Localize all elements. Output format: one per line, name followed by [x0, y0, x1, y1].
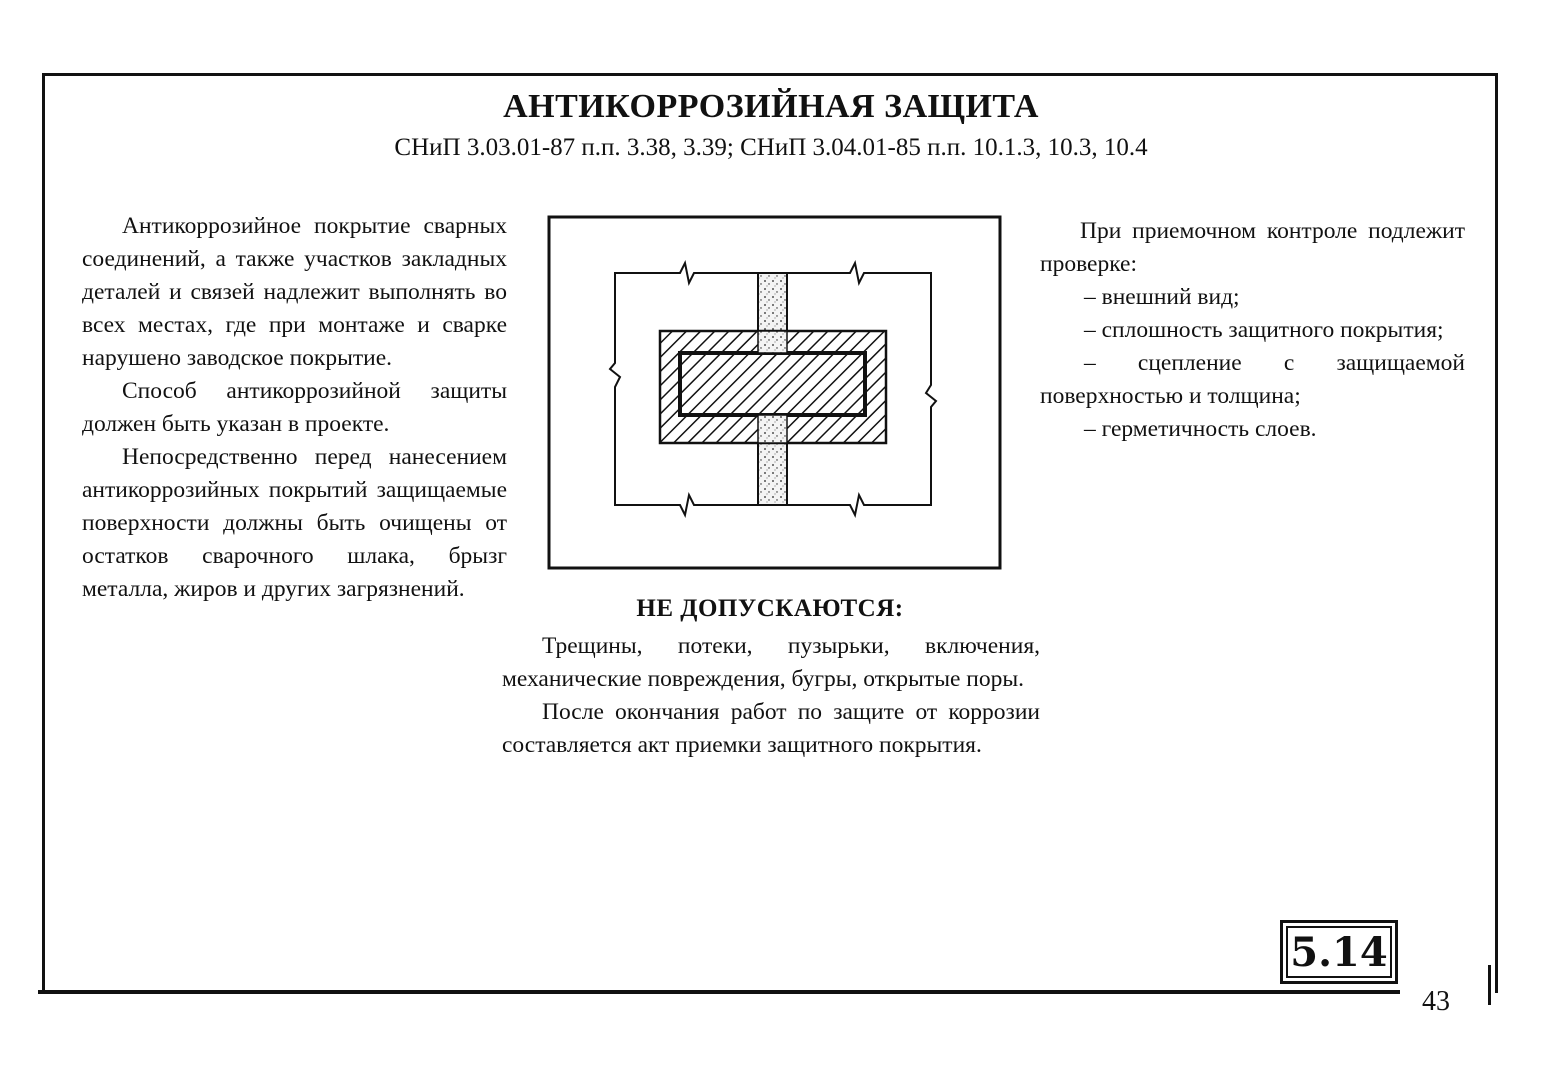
- list-item: – внешний вид;: [1084, 284, 1240, 310]
- welded-part: [680, 353, 865, 415]
- control-intro: При приемочном контроле подлежит проверке:: [1040, 218, 1465, 277]
- connector-middle: [758, 331, 787, 353]
- left-column: [82, 210, 507, 606]
- bottom-rule: [38, 990, 1400, 994]
- paragraph: Способ антикоррозийной защиты должен быть указан в проекте.: [82, 378, 507, 437]
- page-number: 43: [1422, 986, 1450, 1017]
- section-number: 5.14: [1286, 926, 1392, 978]
- section-badge: [1280, 920, 1398, 984]
- paragraph: Антикоррозийное покрытие сварных соединений, а также участков закладных деталей и связей надлежит выполнять во всех местах, где при монтаже и сварке нарушено заводское покрытие.: [82, 213, 507, 371]
- defects-list: Трещины, потеки, пузырьки, включения, механические повреждения, бугры, открытые поры.: [502, 633, 1040, 692]
- page-subtitle: СНиП 3.03.01-87 п.п. 3.38, 3.39; СНиП 3.04.01-85 п.п. 10.1.3, 10.3, 10.4: [394, 134, 1148, 161]
- page-title: АНТИКОРРОЗИЙНАЯ ЗАЩИТА: [503, 88, 1039, 125]
- list-item: – герметичность слоев.: [1084, 416, 1317, 442]
- not-allowed-title: НЕ ДОПУСКАЮТСЯ:: [636, 595, 904, 622]
- middle-column: [502, 630, 1040, 762]
- right-edge-tick: [1488, 965, 1491, 1005]
- paragraph: Непосредственно перед нанесением антикоррозийных покрытий защищаемые поверхности должны быть очищены от остатков сварочного шлака, брызг металла, жиров и других загрязнений.: [82, 444, 507, 602]
- list-item: – сплошность защитного покрытия;: [1084, 317, 1444, 343]
- closing-paragraph: После окончания работ по защите от коррозии составляется акт приемки защитного покрытия.: [502, 699, 1040, 758]
- right-column: [1040, 215, 1465, 446]
- list-item: – сцепление с защищаемой поверхностью и толщина;: [1040, 350, 1465, 409]
- weld-joint-diagram: [547, 215, 1002, 570]
- connector-lower: [758, 415, 787, 443]
